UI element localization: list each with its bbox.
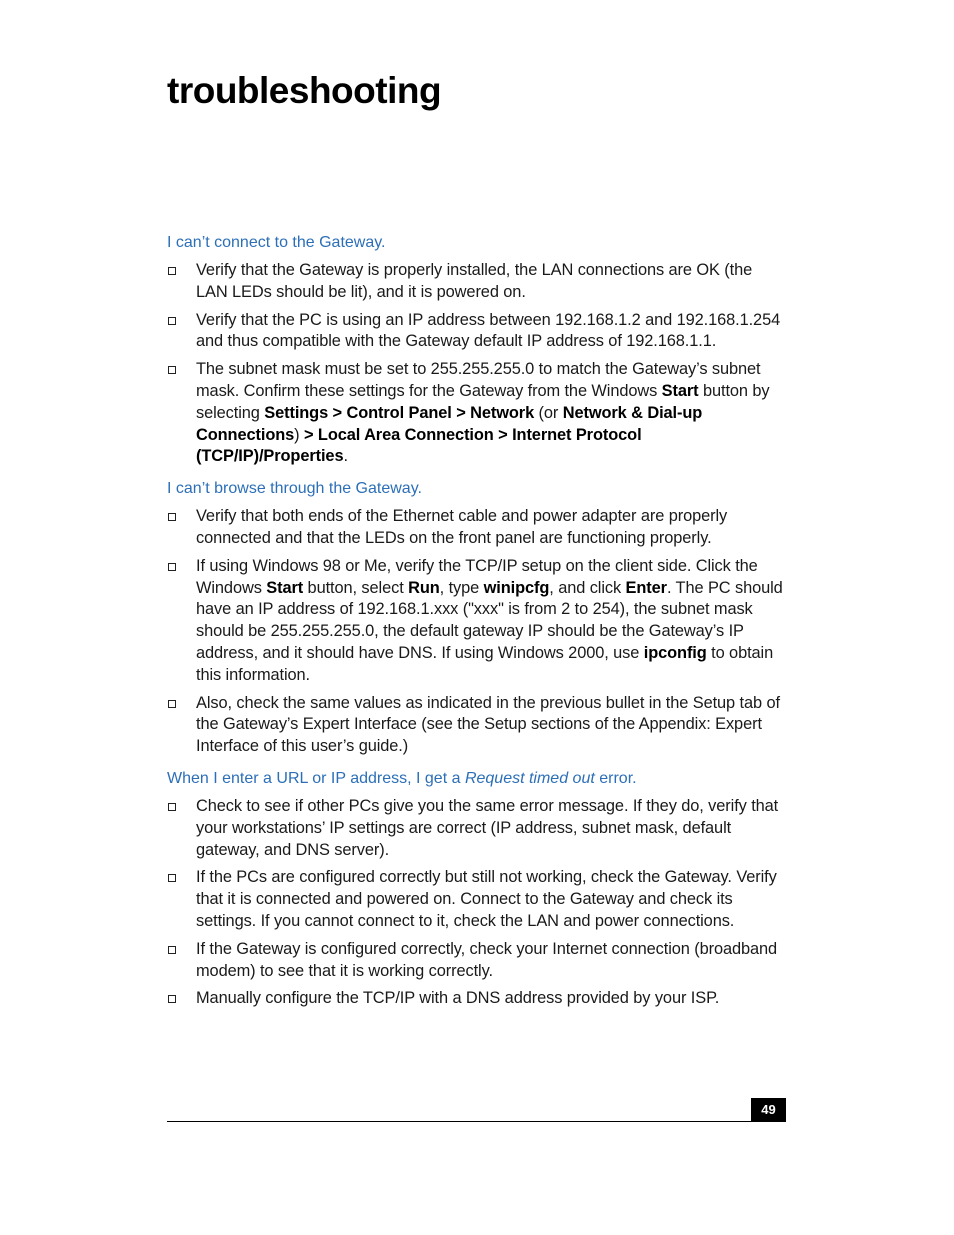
page-number: 49 <box>751 1098 786 1122</box>
checkbox-bullet-icon <box>168 513 176 521</box>
section-heading-cant-connect: I can’t connect to the Gateway. <box>167 234 386 251</box>
section-heading-request-timed-out: When I enter a URL or IP address, I get a Request timed out error. <box>167 769 637 787</box>
checkbox-bullet-icon <box>168 317 176 325</box>
checkbox-bullet-icon <box>168 700 176 708</box>
troubleshooting-content <box>167 232 785 1020</box>
list-cant-browse <box>167 506 785 758</box>
list-item: Also, check the same values as indicated in the previous bullet in the Setup tab of the Gateway’s Expert Interface (see the Setup sections of the Appendix: Expert Interface of this user’s guide.) <box>167 693 785 758</box>
list-item: If the Gateway is configured correctly, check your Internet connection (broadband modem) to see that it is working correctly. <box>167 939 785 983</box>
checkbox-bullet-icon <box>168 946 176 954</box>
page-title: troubleshooting <box>167 70 442 111</box>
list-item: Verify that both ends of the Ethernet cable and power adapter are properly connected and that the LEDs on the front panel are functioning properly. <box>167 506 785 550</box>
list-request-timed-out <box>167 796 785 1010</box>
checkbox-bullet-icon <box>168 366 176 374</box>
list-item: If the PCs are configured correctly but still not working, check the Gateway. Verify that it is connected and powered on. Connect to the Gateway and check its settings. If you cannot connect to it, check the LAN and power connections. <box>167 867 785 932</box>
footer-rule <box>167 1121 786 1122</box>
list-cant-connect <box>167 260 785 468</box>
section-heading-cant-browse: I can’t browse through the Gateway. <box>167 480 422 498</box>
checkbox-bullet-icon <box>168 995 176 1003</box>
list-item: If using Windows 98 or Me, verify the TCP/IP setup on the client side. Click the Windows Start button, select Run, type winipcfg, and click Enter. The PC should have an IP address of 192.168.1.xxx ("xxx" is from 2 to 254), the subnet mask should be 255.255.255.0, the default gateway IP should be the Gateway’s IP address, and it should have DNS. If using Windows 2000, use ipconfig to obtain this information. <box>167 556 785 687</box>
checkbox-bullet-icon <box>168 563 176 571</box>
checkbox-bullet-icon <box>168 874 176 882</box>
checkbox-bullet-icon <box>168 803 176 811</box>
list-item: Manually configure the TCP/IP with a DNS address provided by your ISP. <box>167 988 785 1010</box>
list-item: Verify that the PC is using an IP address between 192.168.1.2 and 192.168.1.254 and thus compatible with the Gateway default IP address of 192.168.1.1. <box>167 310 785 354</box>
list-item: The subnet mask must be set to 255.255.255.0 to match the Gateway’s subnet mask. Confirm these settings for the Gateway from the Windows Start button by selecting Settings > Control Panel > Network (or Network & Dial-up Connections) > Local Area Connection > Internet Protocol (TCP/IP)/Properties. <box>167 359 785 468</box>
list-item: Check to see if other PCs give you the same error message. If they do, verify that your workstations’ IP settings are correct (IP address, subnet mask, default gateway, and DNS server). <box>167 796 785 861</box>
checkbox-bullet-icon <box>168 267 176 275</box>
list-item: Verify that the Gateway is properly installed, the LAN connections are OK (the LAN LEDs should be lit), and it is powered on. <box>167 260 785 304</box>
